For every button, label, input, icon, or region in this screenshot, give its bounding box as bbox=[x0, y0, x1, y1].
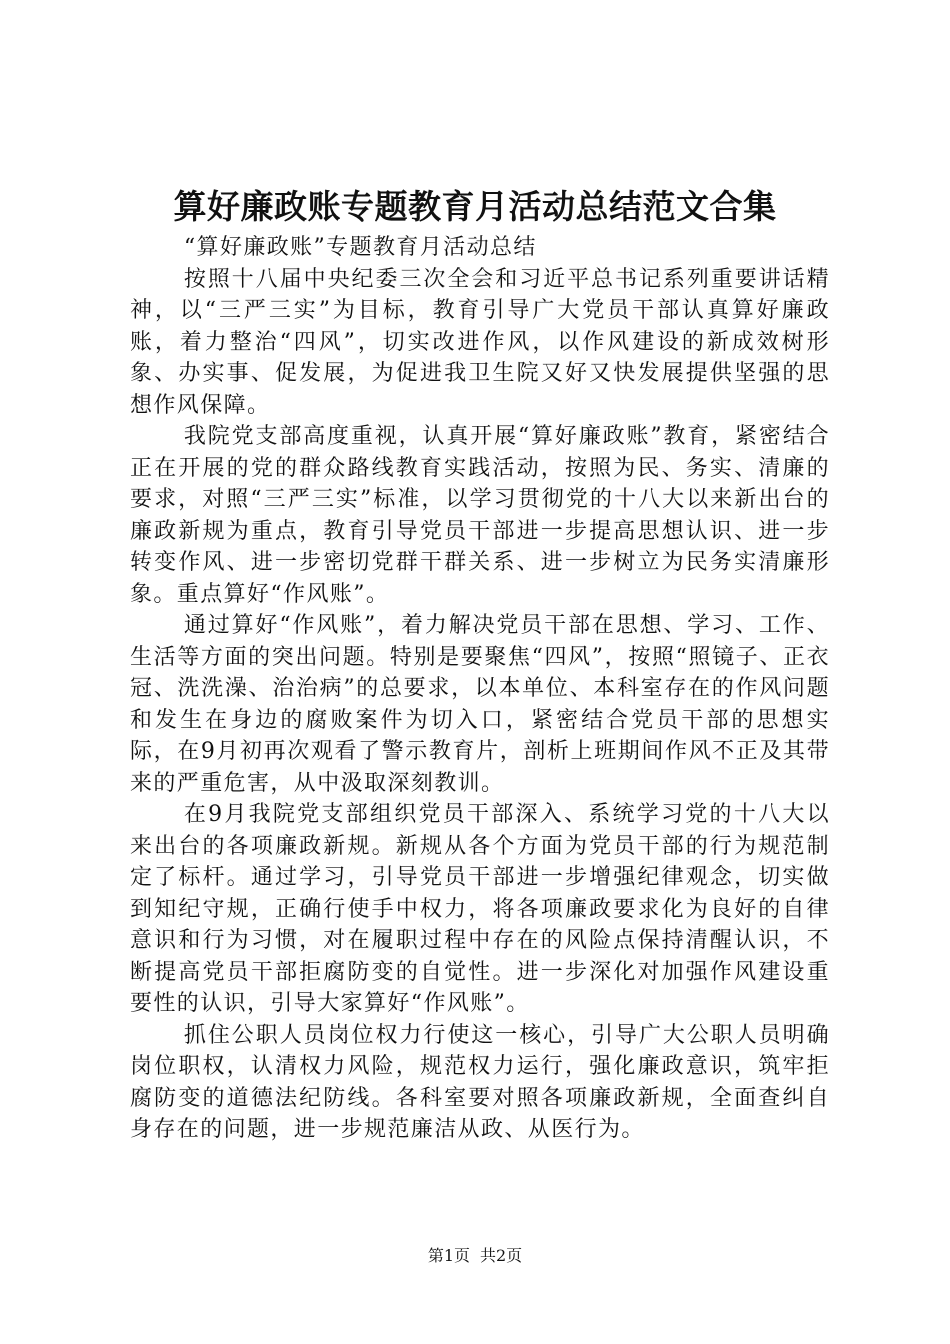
page-total: 共2页 bbox=[480, 1246, 523, 1265]
page-number: 第1页 bbox=[427, 1246, 470, 1265]
paragraph-5: 抓住公职人员岗位权力行使这一核心，引导广大公职人员明确岗位职权，认清权力风险，规范权力运行，强化廉政意识，筑牢拒腐防变的道德法纪防线。各科室要对照各项廉政新规，全面查纠自身存在的问题，进一步规范廉洁从政、从医行为。 bbox=[130, 1022, 830, 1142]
document-title: 算好廉政账专题教育月活动总结范文合集 bbox=[173, 187, 777, 226]
paragraph-3: 通过算好“作风账”，着力解决党员干部在思想、学习、工作、生活等方面的突出问题。特别是要聚焦“四风”，按照“照镜子、正衣冠、洗洗澡、治治病”的总要求，以本单位、本科室存在的作风问题和发生在身边的腐败案件为切入口，紧密结合党员干部的思想实际，在9月初再次观看了警示教育片，剖析上班期间作风不正及其带来的严重危害，从中汲取深刻教训。 bbox=[130, 613, 830, 796]
page-footer bbox=[0, 1246, 950, 1266]
paragraph-2: 我院党支部高度重视，认真开展“算好廉政账”教育，紧密结合正在开展的党的群众路线教育实践活动，按照为民、务实、清廉的要求，对照“三严三实”标准，以学习贯彻党的十八大以来新出台的廉政新规为重点，教育引导党员干部进一步提高思想认识、进一步转变作风、进一步密切党群干群关系、进一步树立为民务实清廉形象。重点算好“作风账”。 bbox=[130, 424, 830, 607]
paragraph-1: 按照十八届中央纪委三次全会和习近平总书记系列重要讲话精神，以“三严三实”为目标，教育引导广大党员干部认真算好廉政账，着力整治“四风”，切实改进作风，以作风建设的新成效树形象、办实事、促发展，为促进我卫生院又好又快发展提供坚强的思想作风保障。 bbox=[130, 266, 830, 418]
paragraph-4: 在9月我院党支部组织党员干部深入、系统学习党的十八大以来出台的各项廉政新规。新规从各个方面为党员干部的行为规范制定了标杆。通过学习，引导党员干部进一步增强纪律观念，切实做到知纪守规，正确行使手中权力，将各项廉政要求化为良好的自律意识和行为习惯，对在履职过程中存在的风险点保持清醒认识，不断提高党员干部拒腐防变的自觉性。进一步深化对加强作风建设重要性的认识，引导大家算好“作风账”。 bbox=[130, 802, 830, 1016]
document-body bbox=[130, 232, 830, 1146]
document-subtitle: “算好廉政账”专题教育月活动总结 bbox=[183, 235, 537, 260]
